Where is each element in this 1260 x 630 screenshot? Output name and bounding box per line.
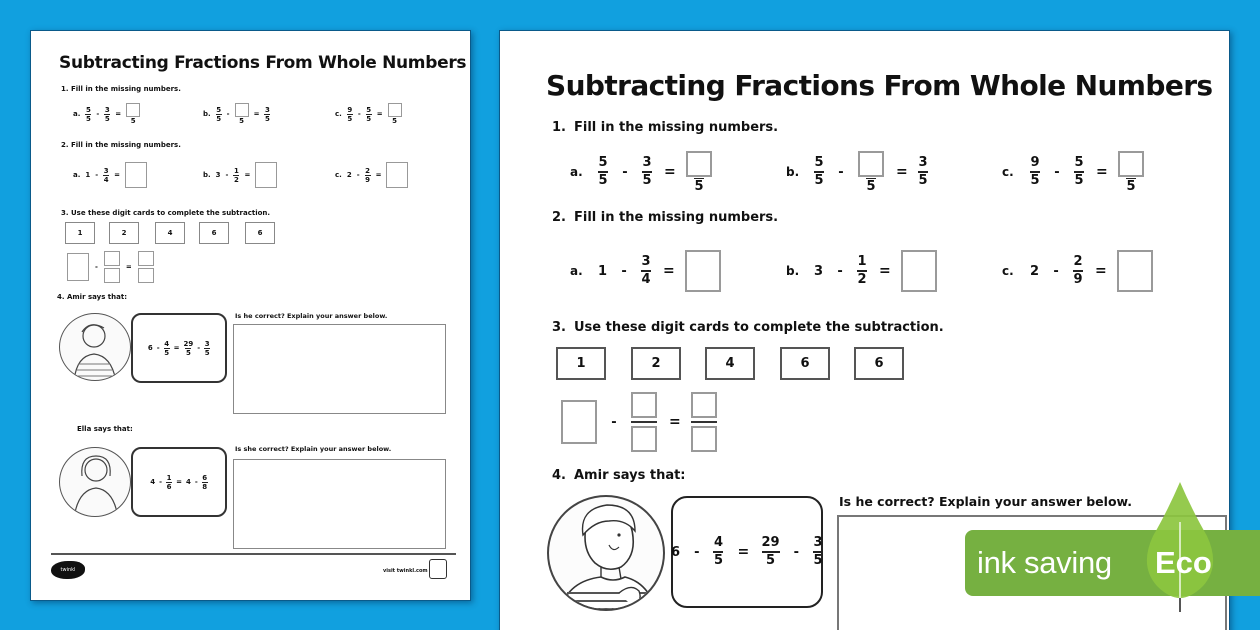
minus-sign: -: [838, 164, 844, 180]
q2-item-a: [570, 250, 721, 292]
answer-prompt: Is he correct? Explain your answer below.: [235, 312, 388, 320]
answer-box[interactable]: [1118, 151, 1144, 177]
minus-sign: -: [357, 110, 361, 118]
fraction: $\frac{5}{5}$: [85, 105, 91, 123]
fraction: $\frac{5}{5}$: [598, 155, 608, 188]
question-text: Use these digit cards to complete the subtraction.: [574, 320, 944, 335]
item-label: c.: [1002, 165, 1014, 179]
fraction: $\frac{5}{5}$: [216, 105, 222, 123]
minus-sign: -: [1053, 263, 1059, 279]
q1-item-a: [570, 151, 712, 194]
question-number: 4.: [552, 468, 566, 483]
amir-speech-bubble: 6 - $\frac{4}{5}$ = $\frac{29}{5}$ - $\frac{3}{5}$: [131, 313, 227, 383]
answer-box[interactable]: [858, 151, 884, 177]
digit-card[interactable]: 6: [199, 222, 229, 244]
answer-box[interactable]: [685, 250, 721, 292]
equals-sign: =: [253, 110, 260, 118]
fraction: $\frac{5}{5}$: [366, 105, 372, 123]
numerator-slot[interactable]: [104, 251, 120, 266]
footer-divider: [51, 553, 456, 555]
question-3-prompt: [552, 320, 944, 335]
equals-sign: =: [375, 171, 382, 179]
digit-card[interactable]: 1: [556, 347, 606, 380]
question-text: Amir says that:: [574, 468, 686, 483]
digit-card-equation: [561, 392, 717, 452]
numerator-slot[interactable]: [691, 392, 717, 418]
whole-number: 2: [346, 171, 352, 179]
question-text: Fill in the missing numbers.: [70, 85, 181, 93]
ink-saving-eco-badge: [965, 482, 1260, 622]
item-label: b.: [786, 264, 800, 278]
equals-sign: =: [125, 263, 132, 271]
whole-number: 1: [598, 263, 608, 279]
question-1-prompt: [61, 85, 181, 93]
whole-number: 6: [671, 544, 681, 560]
item-label: a.: [570, 165, 583, 179]
question-3-prompt: [61, 209, 270, 217]
amir-avatar: [59, 313, 131, 381]
whole-number: 1: [85, 171, 91, 179]
minus-sign: -: [1054, 164, 1060, 180]
item-label: c.: [335, 171, 342, 179]
minus-sign: -: [95, 171, 99, 179]
answer-box[interactable]: [388, 103, 402, 117]
ella-speech-bubble: 4 - $\frac{1}{6}$ = 4 - $\frac{6}{8}$: [131, 447, 227, 517]
fraction: $\frac{1}{2}$: [857, 254, 867, 287]
question-number: 4.: [57, 293, 65, 301]
q2-item-c: [335, 162, 408, 188]
equals-sign: =: [1095, 263, 1107, 279]
equals-sign: =: [669, 414, 681, 430]
question-text: Fill in the missing numbers.: [574, 120, 779, 135]
answer-prompt: Is he correct? Explain your answer below.: [839, 494, 1133, 509]
whole-number: 3: [814, 263, 824, 279]
twinkl-logo[interactable]: twinkl: [51, 561, 85, 579]
boy-illustration-icon: [549, 497, 665, 611]
amir-avatar: [547, 495, 665, 611]
eco-label: Eco: [1155, 545, 1212, 580]
question-2-row: [570, 249, 1190, 293]
question-number: 1.: [552, 120, 566, 135]
amir-answer-box[interactable]: [233, 324, 446, 414]
whole-slot[interactable]: [561, 400, 597, 444]
digit-card[interactable]: 6: [245, 222, 275, 244]
minus-sign: -: [622, 164, 628, 180]
question-2-row: [73, 161, 453, 189]
digit-card-equation: [67, 251, 154, 283]
fraction: $\frac{2}{9}$: [365, 166, 371, 184]
item-label: a.: [570, 264, 583, 278]
item-label: b.: [203, 110, 211, 118]
answer-box[interactable]: [1117, 250, 1153, 292]
twinkl-badge-icon: [429, 559, 447, 579]
whole-number: 3: [215, 171, 221, 179]
equals-sign: =: [115, 110, 122, 118]
numerator-slot[interactable]: [631, 392, 657, 418]
denominator-slot[interactable]: [631, 426, 657, 452]
fraction: $\frac{29}{5}$: [761, 535, 780, 568]
digit-card[interactable]: 2: [109, 222, 139, 244]
minus-sign: -: [96, 110, 100, 118]
fraction: $\frac{3}{5}$: [104, 105, 110, 123]
equals-sign: =: [114, 171, 121, 179]
whole-slot[interactable]: [67, 253, 89, 281]
fraction: $\frac{1}{2}$: [234, 166, 239, 184]
equals-sign: =: [1096, 164, 1108, 180]
answer-box[interactable]: [125, 162, 147, 188]
footer-link[interactable]: visit twinkl.com: [383, 568, 428, 574]
equals-sign: =: [663, 263, 675, 279]
question-4-prompt: [57, 293, 127, 301]
question-1-row: [73, 99, 453, 129]
q2-item-c: [1002, 250, 1153, 292]
minus-sign: -: [621, 263, 627, 279]
minus-sign: -: [356, 171, 360, 179]
fraction: $\frac{4}{5}$: [713, 535, 723, 568]
ella-avatar: [59, 447, 131, 517]
question-2-prompt: [552, 210, 778, 225]
question-1-row: [570, 148, 1190, 196]
equals-sign: =: [244, 171, 251, 179]
eco-banner-text: ink saving: [977, 545, 1112, 580]
q2-item-b: [786, 250, 937, 292]
minus-sign: -: [95, 263, 98, 271]
answer-box[interactable]: [386, 162, 408, 188]
digit-card[interactable]: 2: [631, 347, 681, 380]
answer-fraction: 5: [1118, 151, 1144, 194]
minus-sign: -: [694, 544, 700, 560]
fraction-slots: [631, 392, 657, 452]
fraction: $\frac{5}{5}$: [1074, 155, 1084, 188]
item-label: a.: [73, 110, 81, 118]
answer-box[interactable]: [901, 250, 937, 292]
fraction-slots: [104, 251, 120, 283]
fraction: $\frac{9}{5}$: [347, 105, 353, 123]
worksheet-thumbnail-page: [30, 30, 471, 601]
equals-sign: =: [376, 110, 383, 118]
fraction: $\frac{3}{4}$: [641, 254, 651, 287]
girl-illustration-icon: [60, 448, 131, 517]
fraction: $\frac{3}{5}$: [813, 535, 823, 568]
answer-fraction: 5: [388, 103, 402, 125]
answer-box[interactable]: [686, 151, 712, 177]
question-2-prompt: [61, 141, 181, 149]
q1-item-c: [335, 103, 402, 125]
question-text: Fill in the missing numbers.: [574, 210, 779, 225]
q1-item-b: [786, 151, 928, 194]
fraction-slots: [691, 392, 717, 452]
fraction-slots: [138, 251, 154, 283]
question-4-prompt: [552, 468, 686, 483]
question-text: Use these digit cards to complete the subtraction.: [70, 209, 271, 217]
minus-sign: -: [793, 544, 799, 560]
question-text: Fill in the missing numbers.: [70, 141, 181, 149]
question-number: 2.: [61, 141, 69, 149]
question-number: 2.: [552, 210, 566, 225]
equals-sign: =: [737, 544, 750, 560]
numerator-slot[interactable]: [138, 251, 154, 266]
amir-speech-bubble: [671, 496, 823, 608]
q2-item-a: [73, 162, 147, 188]
answer-box[interactable]: [235, 103, 249, 117]
denominator-slot[interactable]: [138, 268, 154, 283]
minus-sign: -: [225, 171, 229, 179]
digit-card[interactable]: 4: [705, 347, 755, 380]
page-title: Subtracting Fractions From Whole Numbers: [546, 69, 1213, 102]
answer-box[interactable]: [255, 162, 277, 188]
boy-illustration-icon: [60, 314, 131, 381]
denominator-slot[interactable]: [104, 268, 120, 283]
question-1-prompt: [552, 120, 778, 135]
digit-card[interactable]: 4: [155, 222, 185, 244]
fraction: $\frac{9}{5}$: [1030, 155, 1040, 188]
question-number: 1.: [61, 85, 69, 93]
whole-number: 2: [1030, 263, 1040, 279]
q1-item-c: [1002, 151, 1144, 194]
fraction: $\frac{5}{5}$: [814, 155, 824, 188]
question-text: Amir says that:: [66, 293, 128, 301]
denominator-slot[interactable]: [691, 426, 717, 452]
page-title: Subtracting Fractions From Whole Numbers: [59, 53, 467, 73]
ella-prompt: Ella says that:: [77, 425, 133, 433]
equals-sign: =: [664, 164, 676, 180]
eco-banner: [965, 530, 1260, 596]
ella-answer-box[interactable]: [233, 459, 446, 549]
equals-sign: =: [879, 263, 891, 279]
q1-item-a: [73, 103, 140, 125]
answer-fraction: 5: [235, 103, 249, 125]
digit-card[interactable]: 6: [854, 347, 904, 380]
q1-item-b: [203, 103, 270, 125]
item-label: c.: [1002, 264, 1014, 278]
fraction: $\frac{3}{5}$: [642, 155, 652, 188]
minus-sign: -: [837, 263, 843, 279]
digit-card[interactable]: 6: [780, 347, 830, 380]
question-number: 3.: [552, 320, 566, 335]
answer-fraction: 5: [858, 151, 884, 194]
digit-card[interactable]: 1: [65, 222, 95, 244]
fraction: $\frac{2}{9}$: [1073, 254, 1083, 287]
answer-fraction: 5: [126, 103, 140, 125]
answer-box[interactable]: [126, 103, 140, 117]
fraction: $\frac{3}{5}$: [265, 105, 270, 123]
fraction: $\frac{3}{4}$: [103, 166, 109, 184]
answer-fraction: 5: [686, 151, 712, 194]
item-label: b.: [786, 165, 800, 179]
equals-sign: =: [896, 164, 908, 180]
item-label: a.: [73, 171, 81, 179]
item-label: c.: [335, 110, 342, 118]
minus-sign: -: [611, 414, 617, 430]
answer-prompt: Is she correct? Explain your answer below.: [235, 445, 392, 453]
fraction: $\frac{3}{5}$: [918, 155, 928, 188]
q2-item-b: [203, 162, 277, 188]
item-label: b.: [203, 171, 211, 179]
question-number: 3.: [61, 209, 69, 217]
minus-sign: -: [226, 110, 230, 118]
